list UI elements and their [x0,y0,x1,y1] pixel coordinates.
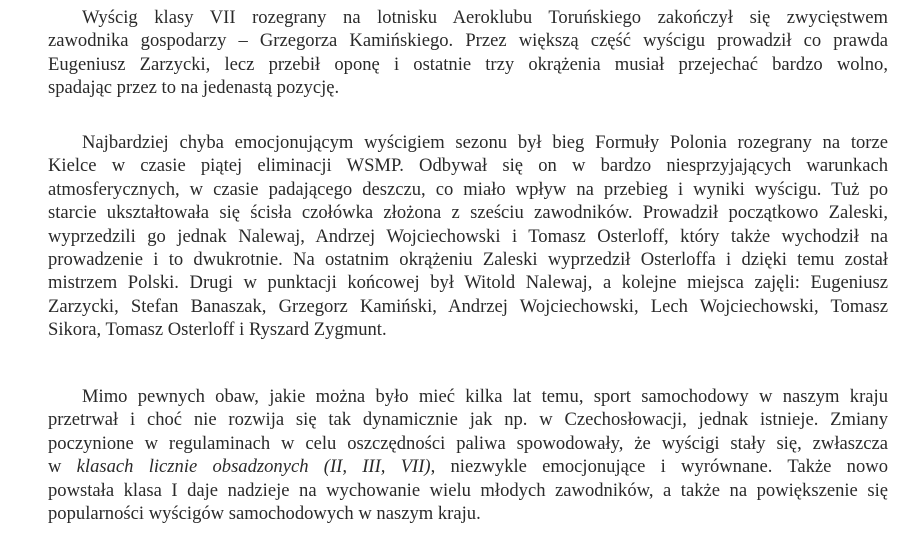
paragraph-2-line-4: starcie ukształtowała się ścisła czołówka złożona z sześciu zawodników. Prowadził początkowo Zaleski, [48,202,888,224]
paragraph-3-line-4-after: , niezwykle emocjonujące i wyrównane. Także nowo [430,456,888,478]
paragraph-3-line-1: Mimo pewnych obaw, jakie można było mieć kilka lat temu, sport samochodowy w naszym kraju [82,386,888,407]
paragraph-3 [14,385,888,525]
paragraph-1-line-2: zawodnika gospodarzy – Grzegorza Kamińskiego. Przez większą część wyścigu prowadził co prawda [48,30,888,52]
paragraph-1-line-4: spadając przez to na jedenastą pozycję. [48,77,340,99]
paragraph-3-line-4-italic: klasach licznie obsadzonych (II, III, VII) [76,456,431,478]
paragraph-2-line-3: atmosferycznych, w czasie padającego deszczu, co miało wpływ na przebieg i wyniki wyścigu. Tuż po [48,178,888,200]
paragraph-2-line-9: Sikora, Tomasz Osterloff i Ryszard Zygmunt. [48,319,387,341]
paragraph-3-line-4-before: w [48,456,77,478]
paragraph-2 [14,131,888,342]
paragraph-2-line-8: Zarzycki, Stefan Banaszak, Grzegorz Kamiński, Andrzej Wojciechowski, Lech Wojciechowski, Tomasz [48,295,888,317]
paragraph-2-line-6: prowadzenie i to dwukrotnie. Na ostatnim okrążeniu Zaleski wyprzedził Osterloffa i dzięki temu został [48,249,888,271]
paragraph-2-line-2: Kielce w czasie piątej eliminacji WSMP. Odbywał się on w bardzo niesprzyjających warunkach [48,155,888,177]
paragraph-2-line-5: wyprzedzili go jednak Nalewaj, Andrzej Wojciechowski i Tomasz Osterloff, który także wychodził na [48,225,888,247]
paragraph-3-line-2: przetrwał i choć nie rozwija się tak dynamicznie jak np. w Czechosłowacji, jednak istnieje. Zmiany [48,409,888,431]
paragraph-2-line-7: mistrzem Polski. Drugi w punktacji końcowej był Witold Nalewaj, a kolejne miejsca zajęli: Eugeniusz [48,272,888,294]
paragraph-3-line-5: powstała klasa I daje nadzieje na wychowanie wielu młodych zawodników, a także na powiększenie się [48,479,888,501]
paragraph-3-line-4 [14,455,888,478]
paragraph-3-line-6: popularności wyścigów samochodowych w naszym kraju. [48,503,481,525]
paragraph-3-line-3: poczynione w regulaminach w celu oszczędności paliwa spowodowały, że wyścigi stały się, zwłaszcza [48,432,888,454]
paragraph-1 [14,6,888,100]
paragraph-1-line-1: Wyścig klasy VII rozegrany na lotnisku Aeroklubu Toruńskiego zakończył się zwycięstwem [82,7,888,28]
paragraph-2-line-1: Najbardziej chyba emocjonującym wyścigiem sezonu był bieg Formuły Polonia rozegrany na torze [82,132,888,153]
paragraph-1-line-3: Eugeniusz Zarzycki, lecz przebił oponę i ostatnie trzy okrążenia musiał przejechać bardzo wolno, [48,53,888,75]
